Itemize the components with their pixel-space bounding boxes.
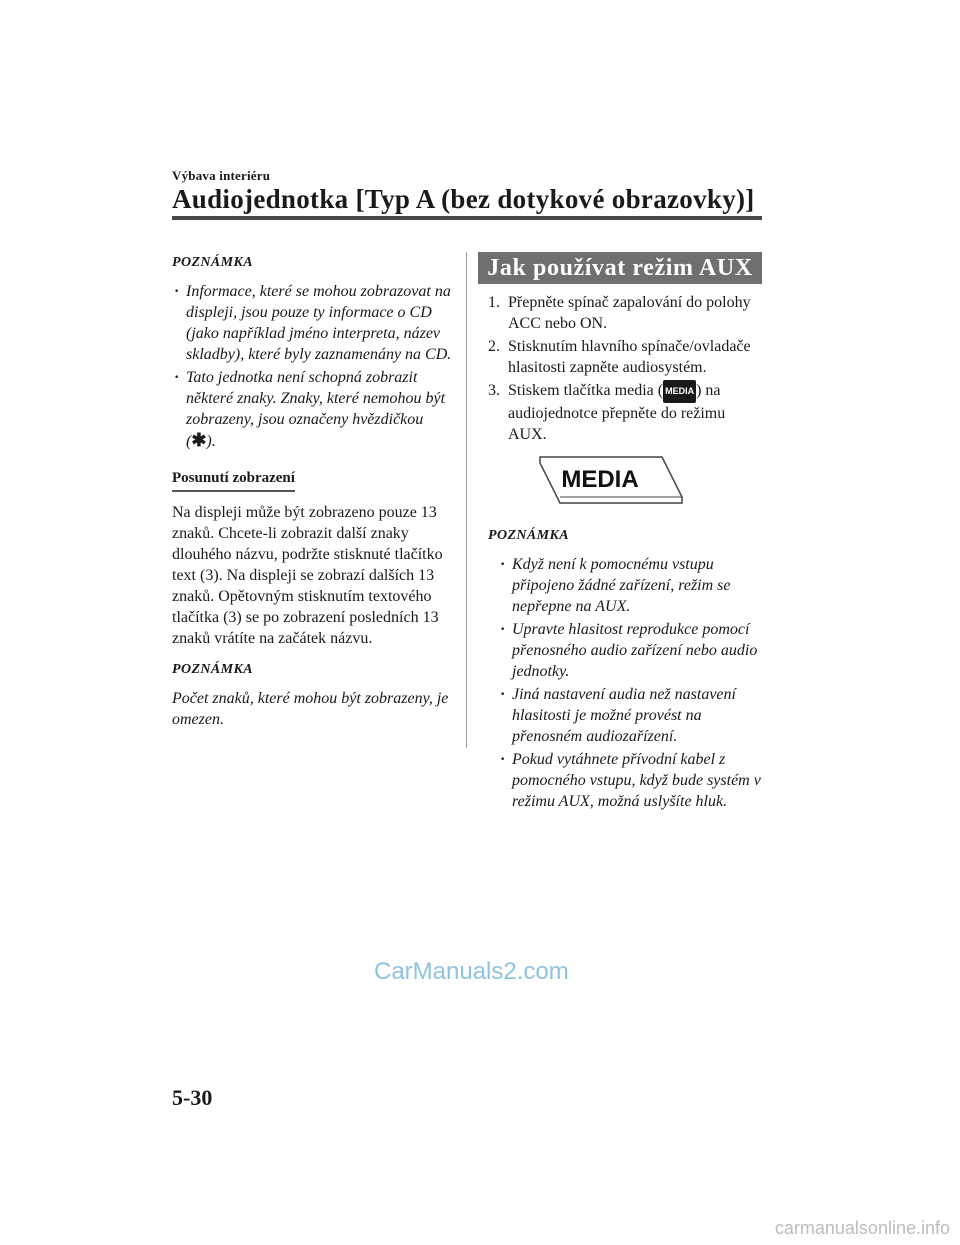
step-text-end: ) na audiojednotce přepněte do režimu AUX. (508, 382, 726, 443)
subheading: Posunutí zobrazení (172, 468, 295, 492)
media-button-label: MEDIA (561, 466, 639, 493)
left-column (172, 252, 454, 730)
note-item: · Jiná nastavení audia než nastavení hlasitosti je možné provést na přenosném audiozařízení. (498, 684, 762, 747)
watermark: CarManuals2.com (374, 958, 569, 985)
body-paragraph: Na displeji může být zobrazeno pouze 13 znaků. Chcete-li zobrazit další znaky dlouhého názvu, podržte stisknuté tlačítko text (3). Na displeji se zobrazí dalších 13 znaků. Opětovným stisknutím textového tlačítka (3) se po zobrazení posledních 13 znaků vrátíte na začátek názvu. (172, 504, 443, 647)
step-text: Přepněte spínač zapalování do polohy ACC nebo ON. (508, 294, 751, 332)
step-number: 3. (488, 382, 500, 399)
section-banner: Jak používat režim AUX (478, 252, 762, 284)
note-item: · Když není k pomocnému vstupu připojeno žádné zařízení, režim se nepřepne na AUX. (498, 554, 762, 617)
note-title: POZNÁMKA (488, 528, 569, 543)
star-icon: ✱ (191, 430, 207, 450)
section-label: Výbava interiéru (172, 168, 271, 183)
footer-watermark: carmanualsonline.info (774, 1218, 950, 1238)
step-text: Stisknutím hlavního spínače/ovladače hlasitosti zapněte audiosystém. (508, 338, 751, 376)
step-number: 2. (488, 338, 500, 355)
right-column (488, 252, 762, 814)
media-button-illustration (536, 453, 686, 507)
note-list (172, 281, 454, 452)
step-number: 1. (488, 294, 500, 311)
note-item: · Pokud vytáhnete přívodní kabel z pomocného vstupu, když bude systém v režimu AUX, možná uslyšíte hluk. (498, 749, 762, 812)
note-item: · Informace, které se mohou zobrazovat na displeji, jsou pouze ty informace o CD (jako například jméno interpreta, název skladby), které byly zaznamenány na CD. (172, 281, 454, 365)
column-divider (466, 252, 467, 748)
note-item (172, 367, 454, 452)
steps-list (488, 292, 762, 445)
page-number: 5-30 (172, 1085, 213, 1110)
step-item (488, 336, 762, 378)
step-item (488, 292, 762, 334)
media-inline-icon: MEDIA (663, 380, 696, 403)
note-item-end: ). (206, 433, 216, 450)
page-title: Audiojednotka [Typ A (bez dotykové obrazovky)] (172, 184, 755, 214)
step-item (488, 380, 762, 445)
note-item: · Upravte hlasitost reprodukce pomocí přenosného audio zařízení nebo audio jednotky. (498, 619, 762, 682)
note-title: POZNÁMKA (172, 255, 253, 270)
note-list (488, 554, 762, 812)
note-title: POZNÁMKA (172, 662, 253, 677)
header-rule (172, 216, 762, 220)
step-text: Stiskem tlačítka media ( (508, 382, 664, 399)
note-item-text: Tato jednotka není schopná zobrazit některé znaky. Znaky, které nemohou být zobrazeny, jsou označeny hvězdičkou ( (186, 369, 446, 450)
note-text: Počet znaků, které mohou být zobrazeny, je omezen. (172, 690, 449, 728)
